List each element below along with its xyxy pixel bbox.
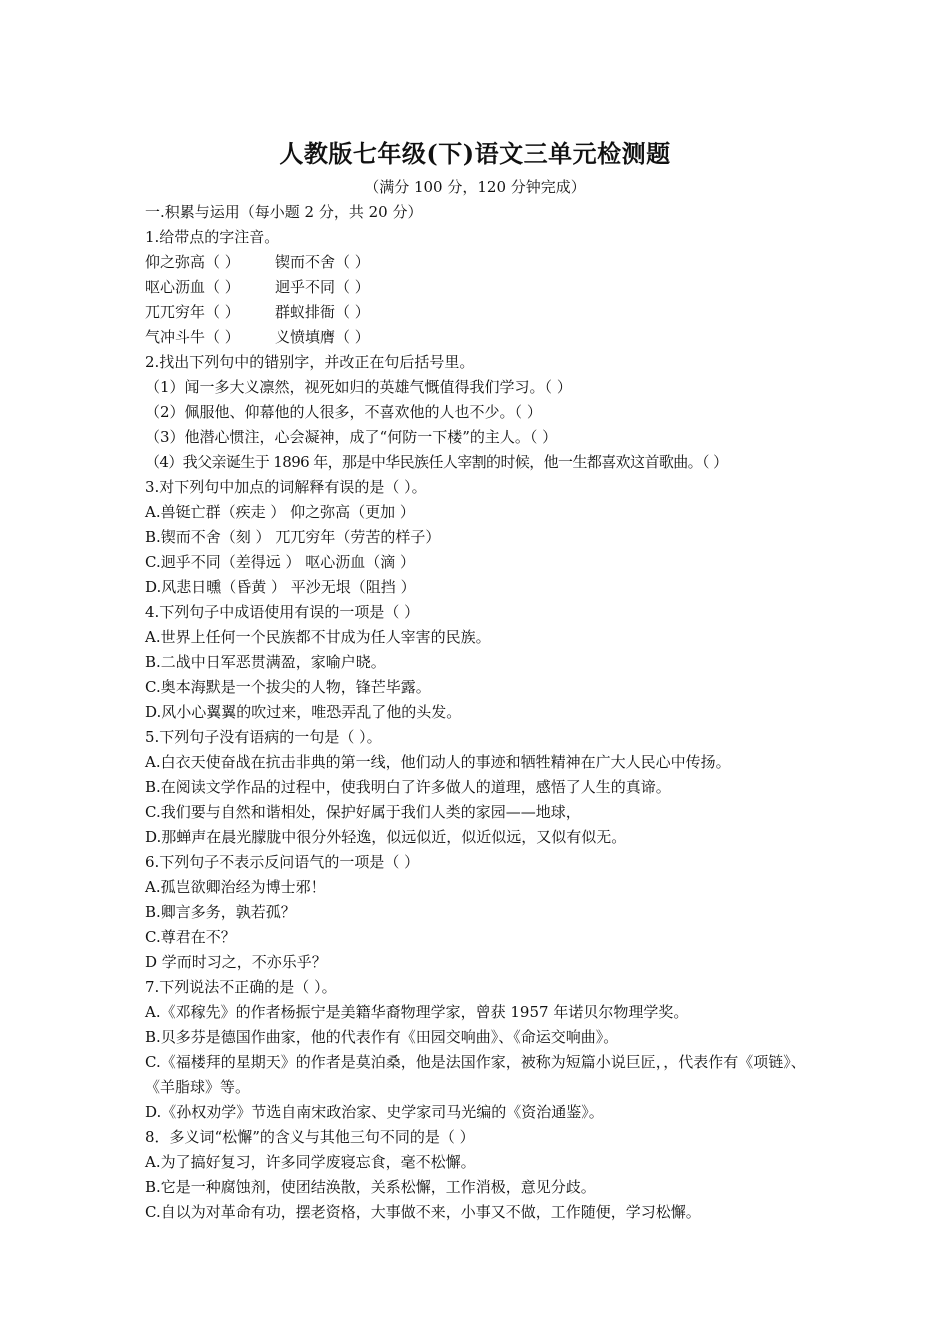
question-item: （2）佩服他、仰幕他的人很多，不喜欢他的人也不少。（ ）: [145, 403, 542, 421]
page-subtitle: （满分 100 分，120 分钟完成）: [364, 178, 586, 196]
item-right: 义愤填膺（ ）: [275, 328, 370, 346]
answer-option: A.白衣天使奋战在抗击非典的第一线，他们动人的事迹和牺牲精神在广大人民心中传扬。: [145, 753, 731, 771]
answer-option: C.我们要与自然和谐相处，保护好属于我们人类的家园——地球，: [145, 803, 581, 821]
answer-option: D.那蝉声在晨光朦胧中很分外轻逸，似远似近，似近似远，又似有似无。: [145, 828, 627, 846]
document-body: [145, 200, 815, 1225]
question-item: [145, 325, 815, 350]
answer-option: C.尊君在不？: [145, 928, 236, 946]
answer-option: A.世界上任何一个民族都不甘成为任人宰害的民族。: [145, 628, 491, 646]
item-right: 锲而不舍（ ）: [275, 253, 370, 271]
answer-option: C.《福楼拜的星期天》的作者是莫泊桑，他是法国作家，被称为短篇小说巨匠，，代表作有《项链》、《羊脂球》等。: [145, 1053, 806, 1096]
item-left: 气冲斗牛（ ）: [145, 328, 240, 346]
item-right: 迥乎不同（ ）: [275, 278, 370, 296]
item-left: 呕心沥血（ ）: [145, 278, 240, 296]
answer-option: B.贝多芬是德国作曲家，他的代表作有《田园交响曲》、《命运交响曲》。: [145, 1028, 619, 1046]
answer-option: B.二战中日军恶贯满盈，家喻户晓。: [145, 653, 386, 671]
item-left: 仰之弥高（ ）: [145, 253, 240, 271]
answer-option: A.为了搞好复习，许多同学废寝忘食，毫不松懈。: [145, 1153, 476, 1171]
answer-option: A.兽铤亡群（疾走 ） 仰之弥高（更加 ）: [145, 503, 415, 521]
answer-option: A.《邓稼先》的作者杨振宁是美籍华裔物理学家，曾获 1957 年诺贝尔物理学奖。: [145, 1003, 689, 1021]
item-right: 群蚁排衙（ ）: [275, 303, 370, 321]
answer-option: D.风悲日曛（昏黄 ） 平沙无垠（阻挡 ）: [145, 578, 416, 596]
question-item: （3）他潜心惯注，心会凝神，成了“何防一下楼”的主人。（ ）: [145, 428, 558, 446]
answer-option: A.孤岂欲卿治经为博士邪！: [145, 878, 326, 896]
answer-option: B.卿言多务，孰若孤？: [145, 903, 296, 921]
answer-option: B.在阅读文学作品的过程中，使我明白了许多做人的道理，感悟了人生的真谛。: [145, 778, 671, 796]
question-stem: 4.下列句子中成语使用有误的一项是（ ）: [145, 603, 420, 621]
answer-option: D.风小心翼翼的吹过来，唯恐弄乱了他的头发。: [145, 703, 462, 721]
question-item: （1）闻一多大义凛然，视死如归的英雄气慨值得我们学习。（ ）: [145, 378, 572, 396]
section-heading: 一.积累与运用（每小题 2 分，共 20 分）: [145, 203, 423, 221]
answer-option: D.《孙权劝学》节选自南宋政治家、史学家司马光编的《资治通鉴》。: [145, 1103, 604, 1121]
question-item: [145, 300, 815, 325]
question-item: [145, 275, 815, 300]
answer-option: D 学而时习之，不亦乐乎？: [145, 953, 327, 971]
question-stem: 2.找出下列句中的错别字，并改正在句后括号里。: [145, 353, 475, 371]
item-left: 兀兀穷年（ ）: [145, 303, 240, 321]
question-stem: 5.下列句子没有语病的一句是（ ）。: [145, 728, 382, 746]
answer-option: C.自以为对革命有功，摆老资格，大事做不来，小事又不做，工作随便，学习松懈。: [145, 1203, 701, 1221]
answer-option: C.奥本海默是一个拔尖的人物，锋芒毕露。: [145, 678, 431, 696]
question-stem: 1.给带点的字注音。: [145, 228, 280, 246]
question-item: （4）我父亲诞生于 1896 年，那是中华民族任人宰割的时候，他一生都喜欢这首歌曲。（ ）: [145, 453, 728, 471]
question-item: [145, 250, 815, 275]
answer-option: C.迥乎不同（差得远 ） 呕心沥血（滴 ）: [145, 553, 416, 571]
answer-option: B.锲而不舍（刻 ） 兀兀穷年（劳苦的样子）: [145, 528, 441, 546]
answer-option: B.它是一种腐蚀剂，使团结涣散，关系松懈，工作消极，意见分歧。: [145, 1178, 596, 1196]
page-title: 人教版七年级(下)语文三单元检测题: [279, 139, 671, 168]
question-stem: 7.下列说法不正确的是（ ）。: [145, 978, 337, 996]
question-stem: 3.对下列句中加点的词解释有误的是（ ）。: [145, 478, 427, 496]
question-stem: 6.下列句子不表示反问语气的一项是（ ）: [145, 853, 420, 871]
question-stem: 8．多义词“松懈”的含义与其他三句不同的是（ ）: [145, 1128, 475, 1146]
